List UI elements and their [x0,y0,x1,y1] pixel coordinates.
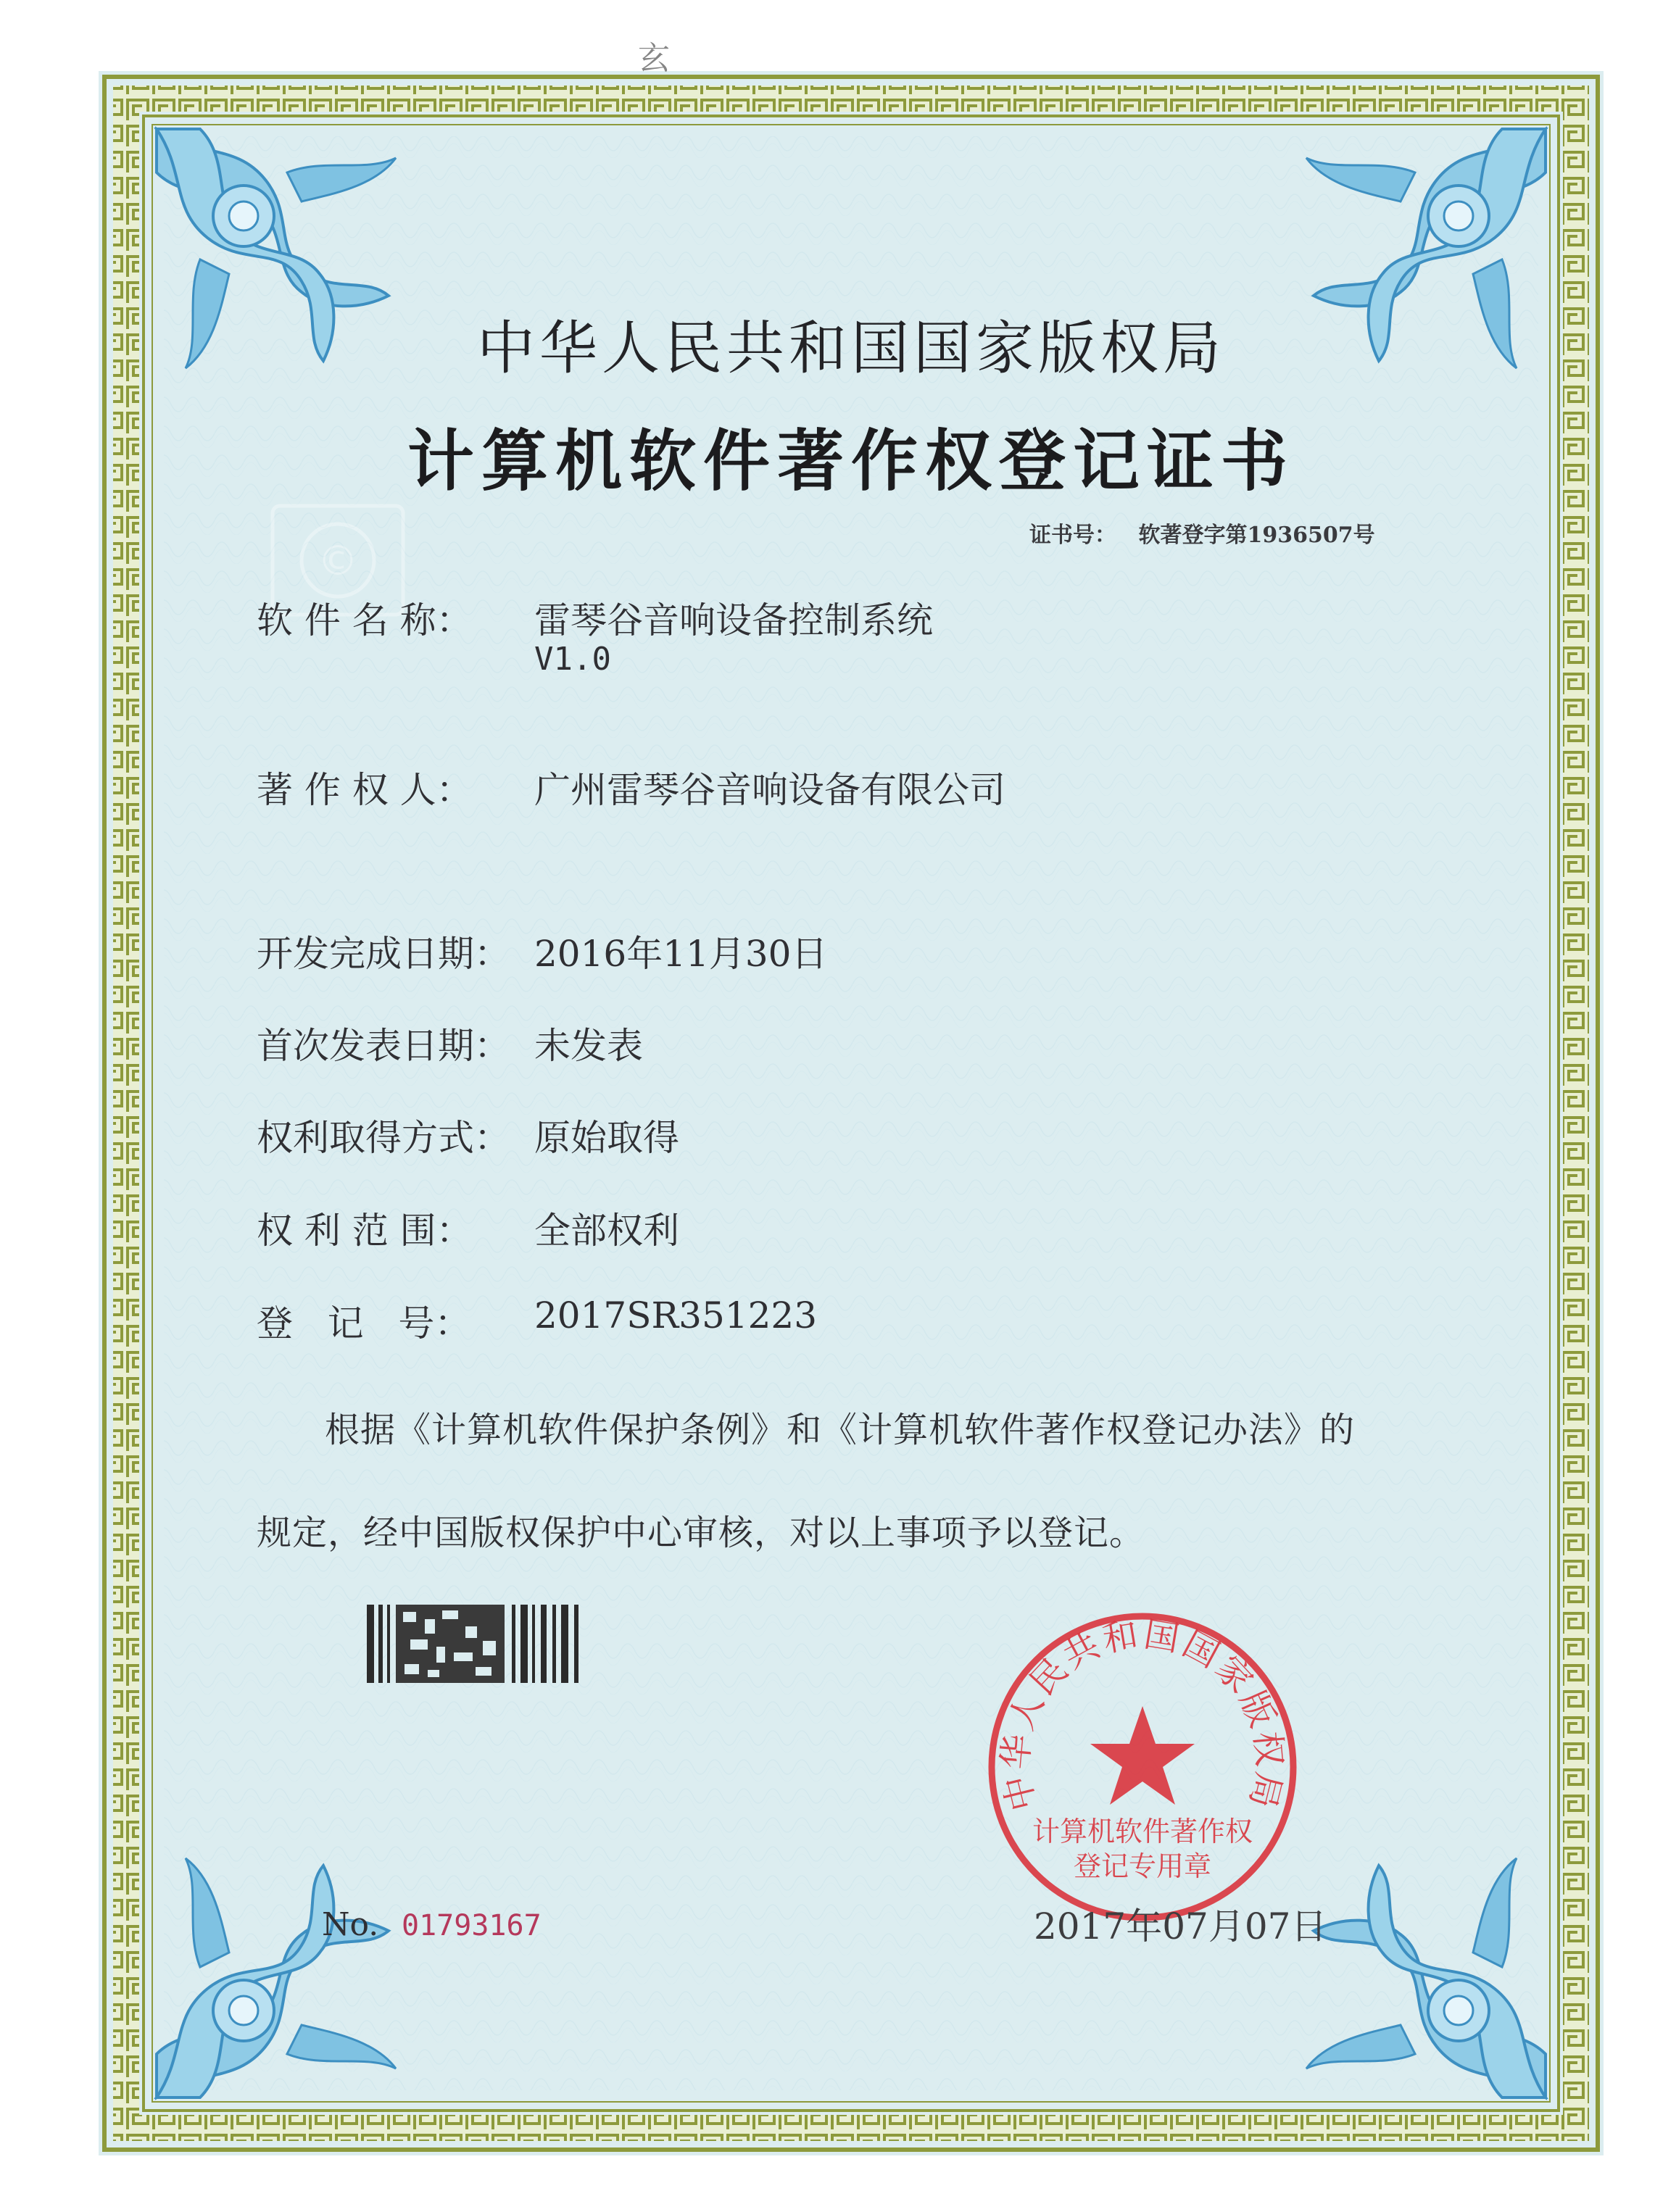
certificate-title: 计算机软件著作权登记证书 [407,422,1295,500]
field-value: 2017SR351223 [534,1294,818,1336]
field-value: 广州雷琴谷音响设备有限公司 [534,769,1005,811]
star-icon [1090,1706,1195,1805]
svg-text:©: © [318,538,358,585]
seal-outer-text: 中华人民共和国国家版权局 [995,1613,1290,1815]
seal-inner-line-1: 计算机软件著作权 [1032,1816,1253,1847]
field-value: 雷琴谷音响设备控制系统 [534,599,933,641]
statement-line-2: 规定，经中国版权保护中心审核，对以上事项予以登记。 [257,1513,1145,1553]
field-value: 原始取得 [534,1117,679,1159]
issuing-authority: 中华人民共和国国家版权局 [477,315,1225,382]
field-label: 软 件 名 称： [257,599,473,641]
serial-number-label: No. [322,1906,379,1943]
field-label: 权 利 范 围： [257,1210,473,1252]
barcode [367,1605,584,1683]
certificate-number [1029,517,1375,549]
field-label: 著 作 权 人： [257,769,473,811]
field-value: 未发表 [534,1025,643,1067]
statement-line-1: 根据《计算机软件保护条例》和《计算机软件著作权登记办法》的 [325,1410,1356,1450]
issue-date: 2017年07月07日 [1034,1905,1327,1947]
seal-inner-line-2: 登记专用章 [1073,1850,1212,1882]
certificate-number-label: 证书号： [1029,523,1116,548]
field-value: 2016年11月30日 [534,933,828,975]
field-label: 首次发表日期： [257,1025,510,1067]
field-label: 权利取得方式： [257,1117,510,1159]
certificate-number-value: 软著登字第1936507号 [1138,523,1375,548]
field-value-version: V1.0 [534,641,611,678]
certificate [99,40,1604,2155]
serial-number-value: 01793167 [402,1909,542,1942]
field-value: 全部权利 [534,1210,679,1252]
field-label: 登 记 号： [257,1302,471,1344]
field-label: 开发完成日期： [257,933,510,975]
handwritten-mark: 玄 [638,40,670,77]
official-seal [983,1608,1302,1926]
